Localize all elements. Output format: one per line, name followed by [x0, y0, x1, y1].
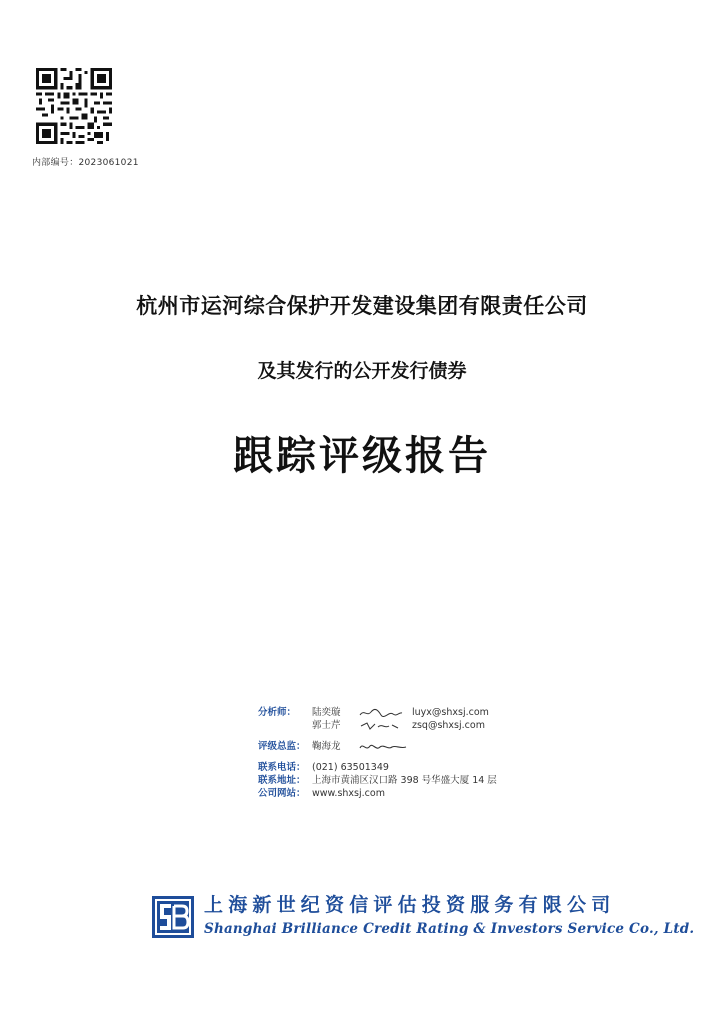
- phone-value: (021) 63501349: [312, 762, 389, 773]
- website-row: [258, 787, 497, 800]
- analyst-label: 分析师：: [258, 707, 297, 718]
- website-label: 公司网站：: [258, 788, 306, 799]
- internal-number: 内部编号：2023061021: [32, 158, 139, 168]
- contact-info: [258, 706, 497, 800]
- analyst-name: 陆奕璇: [312, 707, 341, 718]
- report-title: 跟踪评级报告: [233, 432, 491, 479]
- issuer-title: 杭州市运河综合保护开发建设集团有限责任公司: [136, 293, 588, 318]
- analyst-email[interactable]: zsq@shxsj.com: [412, 720, 485, 731]
- supervisor-label: 评级总监：: [258, 741, 306, 752]
- analyst-row-1: [258, 706, 497, 719]
- signature-icon: [358, 707, 412, 719]
- analyst-row-2: [258, 719, 497, 732]
- bond-subtitle: 及其发行的公开发行债券: [257, 360, 467, 382]
- signature-icon: [358, 741, 412, 753]
- analyst-name: 郭士芹: [312, 720, 341, 731]
- company-name-en: Shanghai Brilliance Credit Rating & Investors Service Co., Ltd.: [204, 921, 695, 937]
- company-name-cn: 上海新世纪资信评估投资服务有限公司: [204, 894, 616, 916]
- analyst-email[interactable]: luyx@shxsj.com: [412, 707, 489, 718]
- address-row: [258, 774, 497, 787]
- signature-icon: [358, 720, 412, 732]
- sb-logo-icon: [152, 896, 194, 938]
- website-link[interactable]: www.shxsj.com: [312, 788, 385, 799]
- address-label: 联系地址：: [258, 775, 306, 786]
- qr-code-icon: [36, 68, 112, 144]
- supervisor-row: [258, 740, 497, 753]
- address-value: 上海市黄浦区汉口路 398 号华盛大厦 14 层: [312, 775, 497, 786]
- supervisor-name: 鞠海龙: [312, 741, 341, 752]
- phone-row: [258, 761, 497, 774]
- phone-label: 联系电话：: [258, 762, 306, 773]
